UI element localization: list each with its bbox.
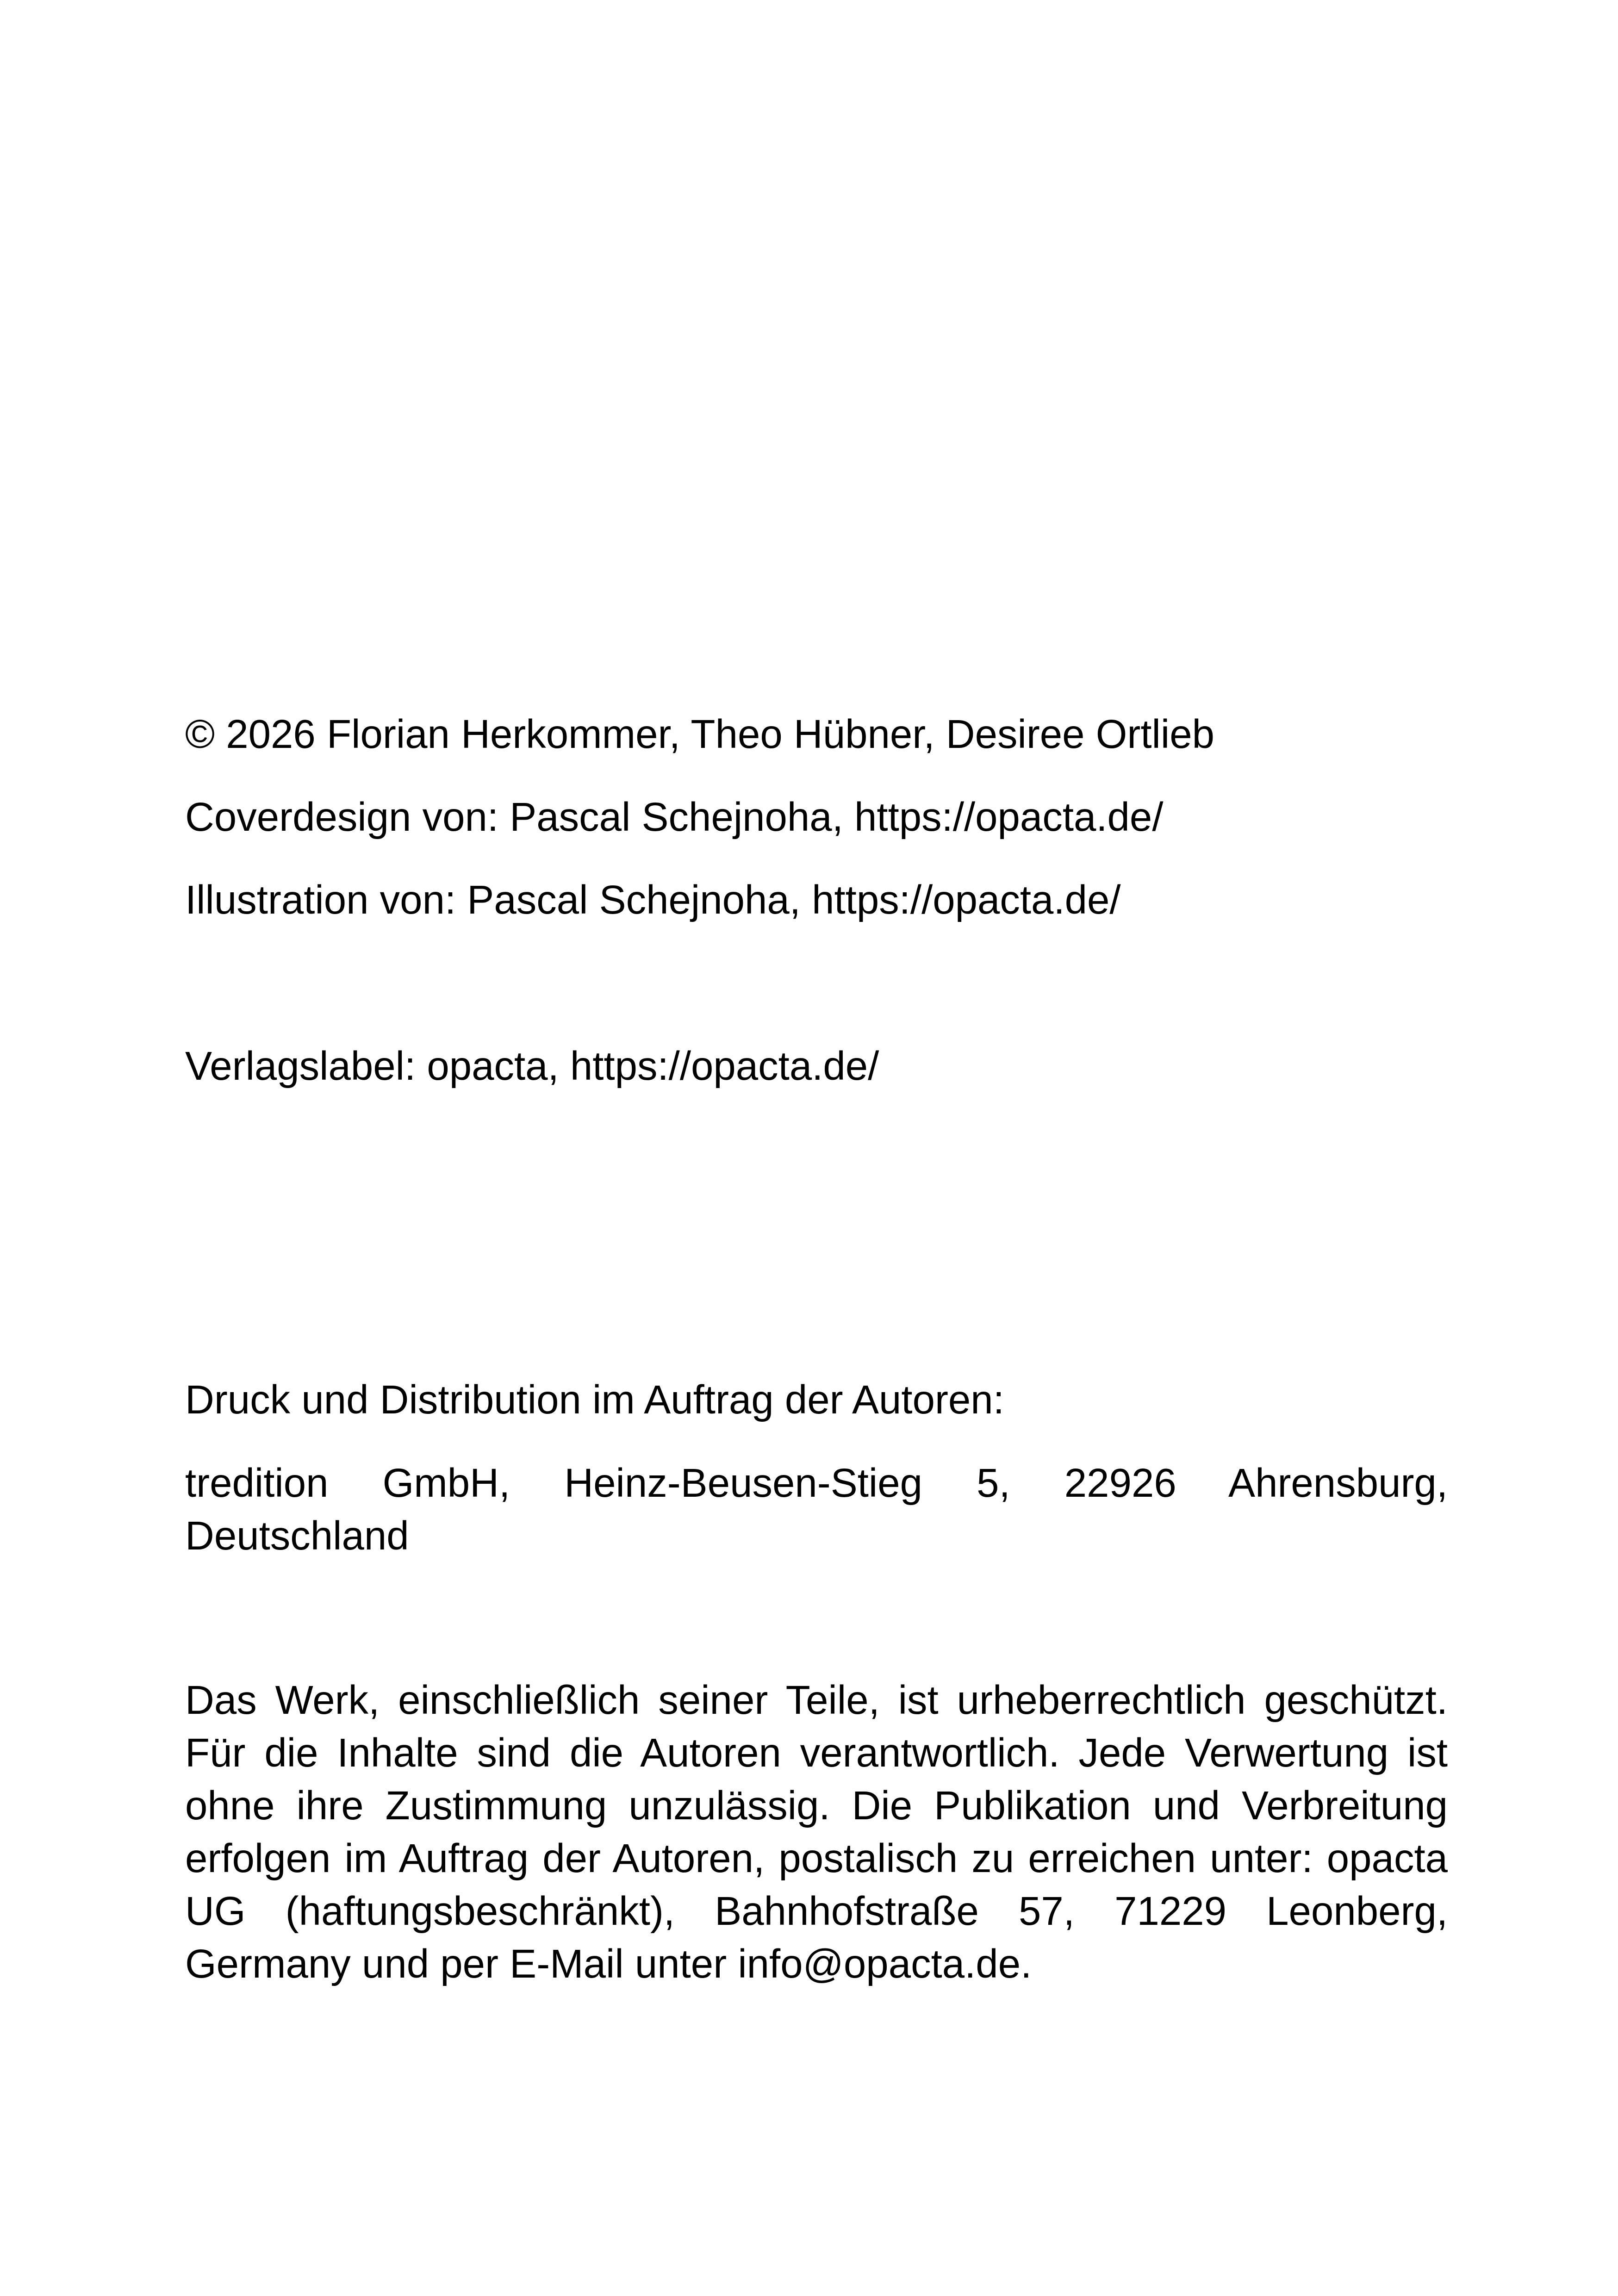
coverdesign-credit: Coverdesign von: Pascal Schejnoha, https://opacta.de/: [185, 795, 1164, 840]
publisher-label: Verlagslabel: opacta, https://opacta.de/: [185, 1044, 879, 1089]
distribution-address: tredition GmbH, Heinz-Beusen-Stieg 5, 22926 Ahrensburg, Deutschland: [185, 1461, 1448, 1558]
distribution-heading: Druck und Distribution im Auftrag der Autoren:: [185, 1377, 1004, 1422]
legal-notice: Das Werk, einschließlich seiner Teile, ist urheberrechtlich geschützt. Für die Inhalte sind die Autoren verantwortlich. Jede Verwertung ist ohne ihre Zustimmung unzulässig. Die Publikation und Verbreitung erfolgen im Auftrag der Autoren, postalisch zu erreichen unter: opacta UG (haftungsbeschränkt), Bahnhofstraße 57, 71229 Leonberg, Germany und per E-Mail unter info@opacta.de.: [185, 1678, 1448, 1986]
illustration-credit: Illustration von: Pascal Schejnoha, https://opacta.de/: [185, 877, 1121, 922]
copyright-line: © 2026 Florian Herkommer, Theo Hübner, Desiree Ortlieb: [185, 712, 1214, 757]
